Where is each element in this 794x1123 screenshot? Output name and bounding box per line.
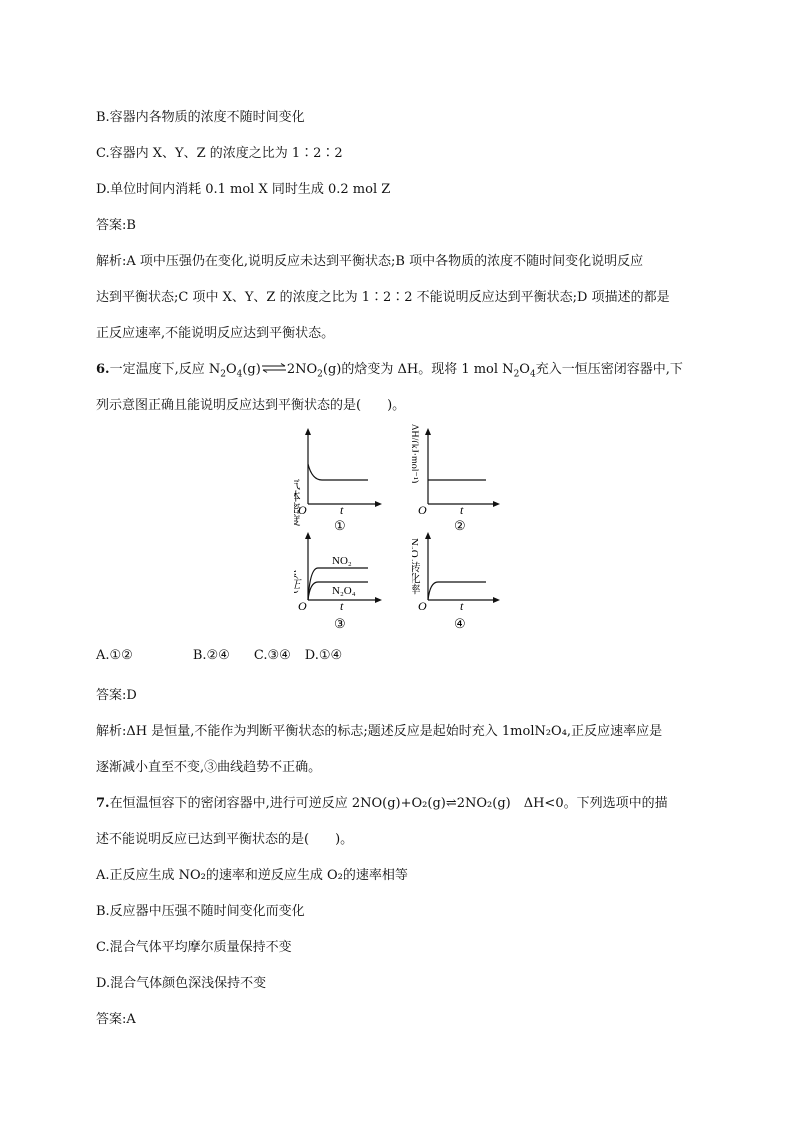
stem-text: (g)的焓变为 ΔH。现将 1 mol N xyxy=(322,362,514,377)
q7-option-a: A.正反应生成 NO₂的速率和逆反应生成 O₂的速率相等 xyxy=(96,868,408,883)
option-a: A.①② xyxy=(96,648,133,663)
answer-value: D xyxy=(126,688,137,703)
origin-label: O xyxy=(298,503,307,517)
answer-value: B xyxy=(126,218,136,233)
subscript: 4 xyxy=(529,369,536,380)
y-axis-label: 气体密度 xyxy=(294,478,301,526)
option-c: C.③④ xyxy=(253,648,291,663)
q5-option-c: C.容器内 X、Y、Z 的浓度之比为 1∶2∶2 xyxy=(96,146,343,161)
y-axis-label: ΔH/(kJ·mol⁻¹) xyxy=(412,424,420,484)
stem-text: 充入一恒压密闭容器中,下 xyxy=(535,362,683,377)
q5-explanation-line-1 xyxy=(96,250,643,269)
x-axis-label: t xyxy=(460,599,464,613)
answer-label: 答案: xyxy=(96,218,127,233)
q7-stem-line-1 xyxy=(96,792,668,811)
explanation-text: A 项中压强仍在变化,说明反应未达到平衡状态;B 项中各物质的浓度不随时间变化说明反应 xyxy=(126,254,644,269)
q5-option-d: D.单位时间内消耗 0.1 mol X 同时生成 0.2 mol Z xyxy=(96,182,391,197)
q7-answer xyxy=(96,1008,136,1027)
x-axis-label: t xyxy=(340,503,344,517)
explanation-text: ΔH 是恒量,不能作为判断平衡状态的标志;题述反应是起始时充入 1molN₂O₄,正反应速率应是 xyxy=(126,724,663,739)
q6-stem-line-2: 列示意图正确且能说明反应达到平衡状态的是( )。 xyxy=(96,398,406,413)
subscript: 2 xyxy=(317,369,323,380)
answer-label: 答案: xyxy=(96,1012,127,1027)
explanation-label: 解析: xyxy=(96,724,127,739)
q5-explanation-line-3: 正反应速率,不能说明反应达到平衡状态。 xyxy=(96,326,335,341)
answer-value: A xyxy=(126,1012,136,1027)
graph-4 xyxy=(412,530,502,638)
q7-option-c: C.混合气体平均摩尔质量保持不变 xyxy=(96,940,292,955)
graph-number: ② xyxy=(454,518,466,532)
stem-text: 在恒温恒容下的密闭容器中,进行可逆反应 2NO(g)+O₂(g)⇌2NO₂(g) ΔH<0。下列选项中的描 xyxy=(109,796,668,811)
y-axis-label: v(正) xyxy=(294,570,300,594)
equilibrium-arrow-icon xyxy=(261,362,287,377)
subscript: 2 xyxy=(220,369,226,380)
q5-answer xyxy=(96,214,136,233)
q7-option-d: D.混合气体颜色深浅保持不变 xyxy=(96,976,267,991)
origin-label: O xyxy=(298,599,307,613)
q5-option-b: B.容器内各物质的浓度不随时间变化 xyxy=(96,110,305,125)
stem-text: 2NO xyxy=(286,362,318,377)
question-number: 7. xyxy=(96,796,110,811)
q6-stem-line-1 xyxy=(96,358,683,380)
graph-number: ① xyxy=(334,518,346,532)
origin-label: O xyxy=(418,503,427,517)
series-label-top: NO₂ xyxy=(332,555,352,567)
stem-text: 一定温度下,反应 N xyxy=(109,362,221,377)
subscript: 2 xyxy=(513,369,520,380)
series-label-bottom: N₂O₄ xyxy=(332,585,356,597)
x-axis-label: t xyxy=(340,599,344,613)
q6-options xyxy=(96,648,386,663)
option-b: B.②④ xyxy=(192,648,230,663)
x-axis-label: t xyxy=(460,503,464,517)
option-d: D.①④ xyxy=(304,648,343,663)
q7-stem-line-2: 述不能说明反应已达到平衡状态的是( )。 xyxy=(96,832,354,847)
subscript: 4 xyxy=(236,369,243,380)
graph-number: ④ xyxy=(454,616,466,631)
q6-answer xyxy=(96,684,137,703)
answer-label: 答案: xyxy=(96,688,127,703)
graph-2 xyxy=(412,424,502,536)
q6-explanation-line-2: 逐渐减小直至不变,③曲线趋势不正确。 xyxy=(96,760,322,775)
explanation-label: 解析: xyxy=(96,254,127,269)
q5-explanation-line-2: 达到平衡状态;C 项中 X、Y、Z 的浓度之比为 1∶2∶2 不能说明反应达到平衡状态;D 项描述的都是 xyxy=(96,290,670,305)
q6-explanation-line-1 xyxy=(96,720,662,739)
origin-label: O xyxy=(418,599,427,613)
stem-text: (g) xyxy=(242,362,261,377)
graph-number: ③ xyxy=(334,616,346,631)
stem-text: O xyxy=(519,362,530,377)
y-axis-label: N₂O₄转化率 xyxy=(412,538,420,595)
q7-option-b: B.反应器中压强不随时间变化而变化 xyxy=(96,904,305,919)
stem-text: O xyxy=(225,362,237,377)
graph-1 xyxy=(294,428,384,536)
question-number: 6. xyxy=(96,362,110,377)
graph-3 xyxy=(294,530,384,638)
